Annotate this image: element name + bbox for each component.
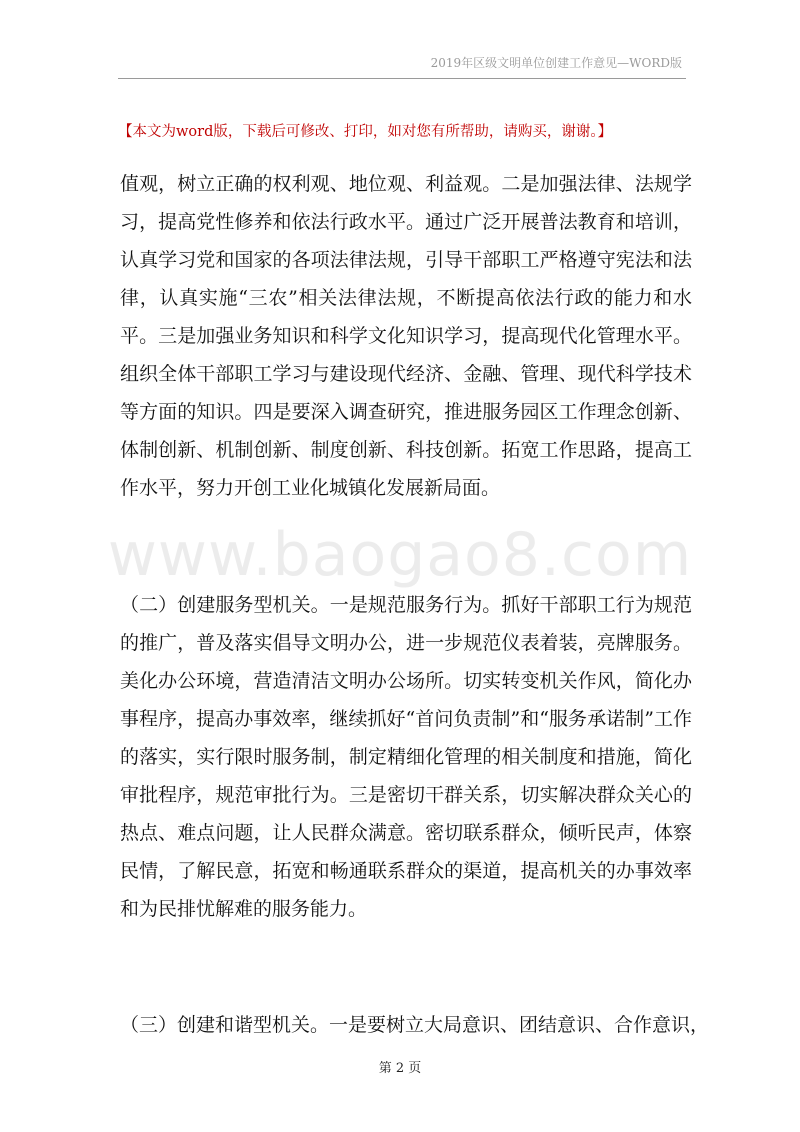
watermark-text: www.baogao8.com (107, 520, 693, 590)
header-title: 2019年区级文明单位创建工作意见—WORD版 (430, 56, 682, 70)
body-paragraph-2: （二）创建服务型机关。一是规范服务行为。抓好干部职工行为规范的推广，普及落实倡导文明办公，进一步规范仪表着装，亮牌服务。美化办公环境，营造清洁文明办公场所。切实转变机关作风，简化办事程序，提高办事效率，继续抓好“首问负责制”和“服务承诺制”工作的落实，实行限时服务制，制定精细化管理的相关制度和措施，简化审批程序，规范审批行为。三是密切干群关系，切实解决群众关心的热点、难点问题，让人民群众满意。密切联系群众，倾听民声，体察民情，了解民意，拓宽和畅通联系群众的渠道，提高机关的办事效率和为民排忧解难的服务能力。 (120, 594, 692, 920)
body-paragraph-3: （三）创建和谐型机关。一是要树立大局意识、团结意识、合作意识， (120, 1014, 710, 1036)
page-number: 第 2 页 (378, 1061, 422, 1076)
page-header (118, 48, 686, 79)
download-notice: 【本文为word版，下载后可修改、打印，如对您有所帮助，请购买，谢谢。】 (118, 124, 613, 140)
body-paragraph-1: 值观，树立正确的权利观、地位观、利益观。二是加强法律、法规学习，提高党性修养和依法行政水平。通过广泛开展普法教育和培训，认真学习党和国家的各项法律法规，引导干部职工严格遵守宪法和法律，认真实施“三农”相关法律法规，不断提高依法行政的能力和水平。三是加强业务知识和科学文化知识学习，提高现代化管理水平。组织全体干部职工学习与建设现代经济、金融、管理、现代科学技术等方面的知识。四是要深入调查研究，推进服务园区工作理念创新、体制创新、机制创新、制度创新、科技创新。拓宽工作思路，提高工作水平，努力开创工业化城镇化发展新局面。 (120, 173, 692, 499)
